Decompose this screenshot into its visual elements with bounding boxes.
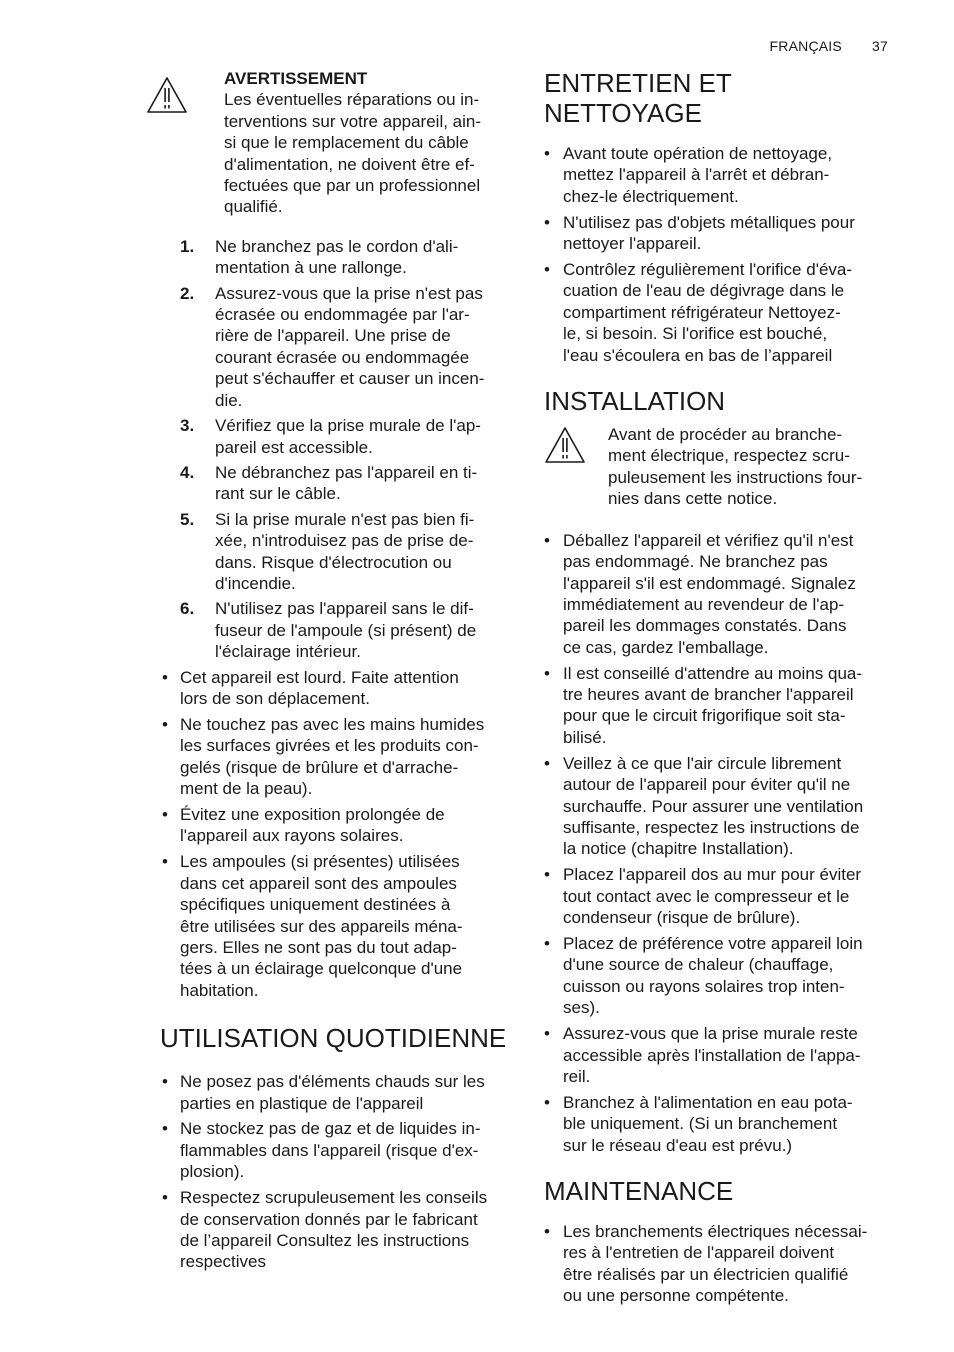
bullet-item (528, 933, 896, 1019)
installation-warning (528, 424, 896, 510)
item-line: écrasée ou endommagée par l'ar- (215, 305, 470, 325)
bullet-line: reil. (563, 1066, 591, 1086)
bullet-line: • Il est conseillé d'attendre au moins qua- (563, 663, 863, 683)
bullet-line: ment de la peau). (180, 779, 313, 799)
bullet-line: tre heures avant de brancher l'appareil (563, 685, 854, 705)
bullet-item (528, 1092, 896, 1156)
bullet-line: chez-le électriquement. (563, 186, 739, 206)
bullet-line: • Placez de préférence votre appareil loin (563, 934, 863, 953)
numbered-item (146, 415, 516, 458)
warning-line: puleusement les instructions four- (608, 467, 863, 487)
bullet-line: flammables dans l'appareil (risque d'ex- (180, 1140, 479, 1160)
bullet-line: • Contrôlez régulièrement l'orifice d'éva- (563, 260, 853, 280)
bullet-line: • N'utilisez pas d'objets métalliques pour (563, 212, 855, 232)
item-line: l'éclairage intérieur. (215, 642, 361, 662)
bullet-line: dans cet appareil sont des ampoules (180, 873, 457, 893)
bullet-line: immédiatement au revendeur de l'ap- (563, 594, 845, 614)
bullet-line: tées à un éclairage quelconque d'une (180, 959, 463, 979)
bullet-line: bilisé. (563, 727, 607, 747)
bullet-line: l'eau s'écoulera en bas de l’appareil (563, 345, 833, 365)
section-title-installation: INSTALLATION (544, 386, 726, 417)
bullet-line: de l’appareil Consultez les instructions (180, 1231, 470, 1250)
bullet-line: cuisson ou rayons solaires trop inten- (563, 976, 845, 996)
item-line: N'utilisez pas l'appareil sans le dif- (215, 599, 474, 619)
bullet-line: • Ne stockez pas de gaz et de liquides in- (180, 1119, 481, 1139)
numbered-list (146, 236, 516, 663)
warning-line: terventions sur votre appareil, ain- (224, 111, 482, 131)
section-title-daily-use: UTILISATION QUOTIDIENNE (160, 1023, 507, 1054)
bullet-item (528, 1023, 896, 1087)
bullet-line: respectives (180, 1252, 266, 1272)
bullet-line: suffisante, respectez les instructions de (563, 817, 860, 837)
bullet-item (146, 1071, 516, 1114)
bullet-line: ble uniquement. (Si un branchement (563, 1114, 838, 1134)
warning-title: AVERTISSEMENT (224, 69, 368, 88)
bullet-line: compartiment réfrigérateur Nettoyez- (563, 302, 841, 322)
bullet-line: cuation de l'eau de dégivrage dans le (563, 281, 845, 301)
bullet-line: • Les ampoules (si présentes) utilisées (180, 852, 460, 872)
bullet-line: l'appareil aux rayons solaires. (180, 826, 404, 846)
bullet-line: • Assurez-vous que la prise murale reste (563, 1024, 858, 1044)
bullet-item (528, 663, 896, 749)
bullet-line: condenseur (risque de brûlure). (563, 908, 801, 928)
warning-line: Avant de procéder au branche- (608, 425, 843, 445)
bullet-line: • Évitez une exposition prolongée de (180, 805, 445, 824)
bullet-item (146, 851, 516, 1001)
bullet-line: plosion). (180, 1162, 245, 1182)
bullet-item (528, 212, 896, 255)
bullet-line: • Avant toute opération de nettoyage, (563, 144, 833, 163)
item-line: Si la prise murale n'est pas bien fi- (215, 509, 475, 529)
item-line: xée, n'introduisez pas de prise de- (215, 531, 474, 551)
item-number: 2. (180, 283, 195, 303)
right-column (528, 68, 896, 1311)
bullet-line: pour que le circuit frigorifique soit sta- (563, 706, 846, 726)
warning-line: fectuées que par un professionnel (224, 176, 481, 196)
item-line: pareil est accessible. (215, 437, 373, 457)
safety-bullets (146, 667, 516, 1002)
bullet-line: gelés (risque de brûlure et d'arrache- (180, 757, 459, 777)
bullet-line: res à l'entretien de l'appareil doivent (563, 1243, 835, 1263)
item-line: fuseur de l'ampoule (si présent) de (215, 620, 477, 640)
left-column (146, 68, 516, 1277)
maintenance-bullets (528, 1221, 896, 1307)
bullet-line: pas endommagé. Ne branchez pas (563, 552, 828, 572)
bullet-line: • Déballez l'appareil et vérifiez qu'il n'est (563, 530, 854, 550)
bullet-line: mettez l'appareil à l'arrêt et débran- (563, 165, 830, 185)
bullet-item (146, 804, 516, 847)
item-line: mentation à une rallonge. (215, 258, 407, 278)
cleaning-bullets (528, 143, 896, 366)
item-line: Vérifiez que la prise murale de l'ap- (215, 416, 481, 436)
numbered-item (146, 598, 516, 662)
bullet-line: tout contact avec le compresseur et le (563, 886, 850, 906)
item-line: Ne débranchez pas l'appareil en ti- (215, 462, 478, 482)
bullet-line: lors de son déplacement. (180, 688, 370, 708)
bullet-item (528, 143, 896, 207)
bullet-line: habitation. (180, 980, 259, 1000)
bullet-line: parties en plastique de l'appareil (180, 1093, 424, 1113)
numbered-item (146, 236, 516, 279)
bullet-line: spécifiques uniquement destinées à (180, 895, 451, 915)
bullet-line: la notice (chapitre Installation). (563, 839, 794, 859)
warning-line: qualifié. (224, 197, 283, 217)
bullet-item (528, 753, 896, 860)
bullet-line: nettoyer l'appareil. (563, 234, 702, 254)
bullet-line: ses). (563, 998, 600, 1018)
numbered-item (146, 462, 516, 505)
bullet-line: accessible après l'installation de l'appa- (563, 1045, 861, 1065)
item-line: rière de l'appareil. Une prise de (215, 326, 451, 346)
bullet-line: sur le réseau d'eau est prévu.) (563, 1135, 793, 1155)
bullet-line: • Branchez à l'alimentation en eau pota- (563, 1092, 853, 1112)
item-line: Assurez-vous que la prise n'est pas (215, 283, 483, 303)
warning-line: d'alimentation, ne doivent être ef- (224, 154, 475, 174)
bullet-line: l'appareil s'il est endommagé. Signalez (563, 573, 856, 593)
section-title-maintenance: MAINTENANCE (544, 1176, 734, 1207)
item-line: Ne branchez pas le cordon d'ali- (215, 236, 459, 256)
item-number: 5. (180, 509, 195, 529)
warning-line: si que le remplacement du câble (224, 133, 469, 153)
bullet-line: ce cas, gardez l'emballage. (563, 637, 769, 657)
warning-line: nies dans cette notice. (608, 489, 778, 509)
bullet-item (528, 1221, 896, 1307)
header-language: FRANÇAIS (769, 38, 842, 54)
warning-text (224, 68, 481, 218)
bullet-line: • Les branchements électriques nécessai- (563, 1222, 868, 1242)
item-number: 6. (180, 599, 195, 619)
bullet-line: • Placez l'appareil dos au mur pour éviter (563, 865, 862, 885)
bullet-line: le, si besoin. Si l'orifice est bouché, (563, 324, 828, 344)
bullet-line: • Veillez à ce que l'air circule librement (563, 753, 842, 773)
warning-block (146, 68, 516, 218)
warning-icon (544, 426, 586, 464)
warning-line: ment électrique, respectez scru- (608, 446, 850, 466)
bullet-line: • Ne touchez pas avec les mains humides (180, 714, 485, 734)
bullet-item (528, 864, 896, 928)
item-line: courant écrasée ou endommagée (215, 347, 470, 367)
item-line: peut s'échauffer et causer un incen- (215, 369, 485, 389)
numbered-item (146, 509, 516, 595)
warning-icon (146, 76, 188, 114)
bullet-item (146, 714, 516, 800)
bullet-line: surchauffe. Pour assurer une ventilation (563, 796, 864, 816)
item-number: 1. (180, 236, 195, 256)
bullet-line: • Cet appareil est lourd. Faite attention (180, 667, 459, 687)
daily-use-bullets (146, 1071, 516, 1273)
item-line: dans. Risque d'électrocution ou (215, 552, 452, 572)
item-number: 4. (180, 462, 195, 482)
bullet-line: être utilisées sur des appareils ména- (180, 916, 463, 936)
section-title-cleaning: ENTRETIEN ET NETTOYAGE (544, 68, 732, 128)
bullet-item (146, 667, 516, 710)
bullet-line: • Ne posez pas d'éléments chauds sur les (180, 1072, 485, 1092)
installation-bullets (528, 530, 896, 1156)
bullet-line: • Respectez scrupuleusement les conseils (180, 1188, 488, 1208)
bullet-item (146, 1187, 516, 1273)
item-line: d'incendie. (215, 573, 296, 593)
numbered-item (146, 283, 516, 411)
item-number: 3. (180, 416, 195, 436)
bullet-line: être réalisés par un électricien qualifié (563, 1264, 849, 1284)
bullet-line: les surfaces givrées et les produits con- (180, 736, 479, 756)
bullet-line: autour de l'appareil pour éviter qu'il ne (563, 775, 851, 795)
bullet-item (528, 530, 896, 658)
warning-line: Les éventuelles réparations ou in- (224, 90, 480, 110)
item-line: die. (215, 390, 243, 410)
page-header (770, 38, 888, 54)
item-line: rant sur le câble. (215, 484, 341, 504)
bullet-line: gers. Elles ne sont pas du tout adap- (180, 937, 457, 957)
bullet-line: ou une personne compétente. (563, 1286, 789, 1306)
bullet-item (146, 1118, 516, 1182)
bullet-line: pareil les dommages constatés. Dans (563, 616, 847, 636)
bullet-item (528, 259, 896, 366)
page-number: 37 (872, 38, 888, 54)
bullet-line: de conservation donnés par le fabricant (180, 1209, 478, 1229)
warning-text (608, 424, 862, 510)
bullet-line: d'une source de chaleur (chauffage, (563, 955, 834, 975)
